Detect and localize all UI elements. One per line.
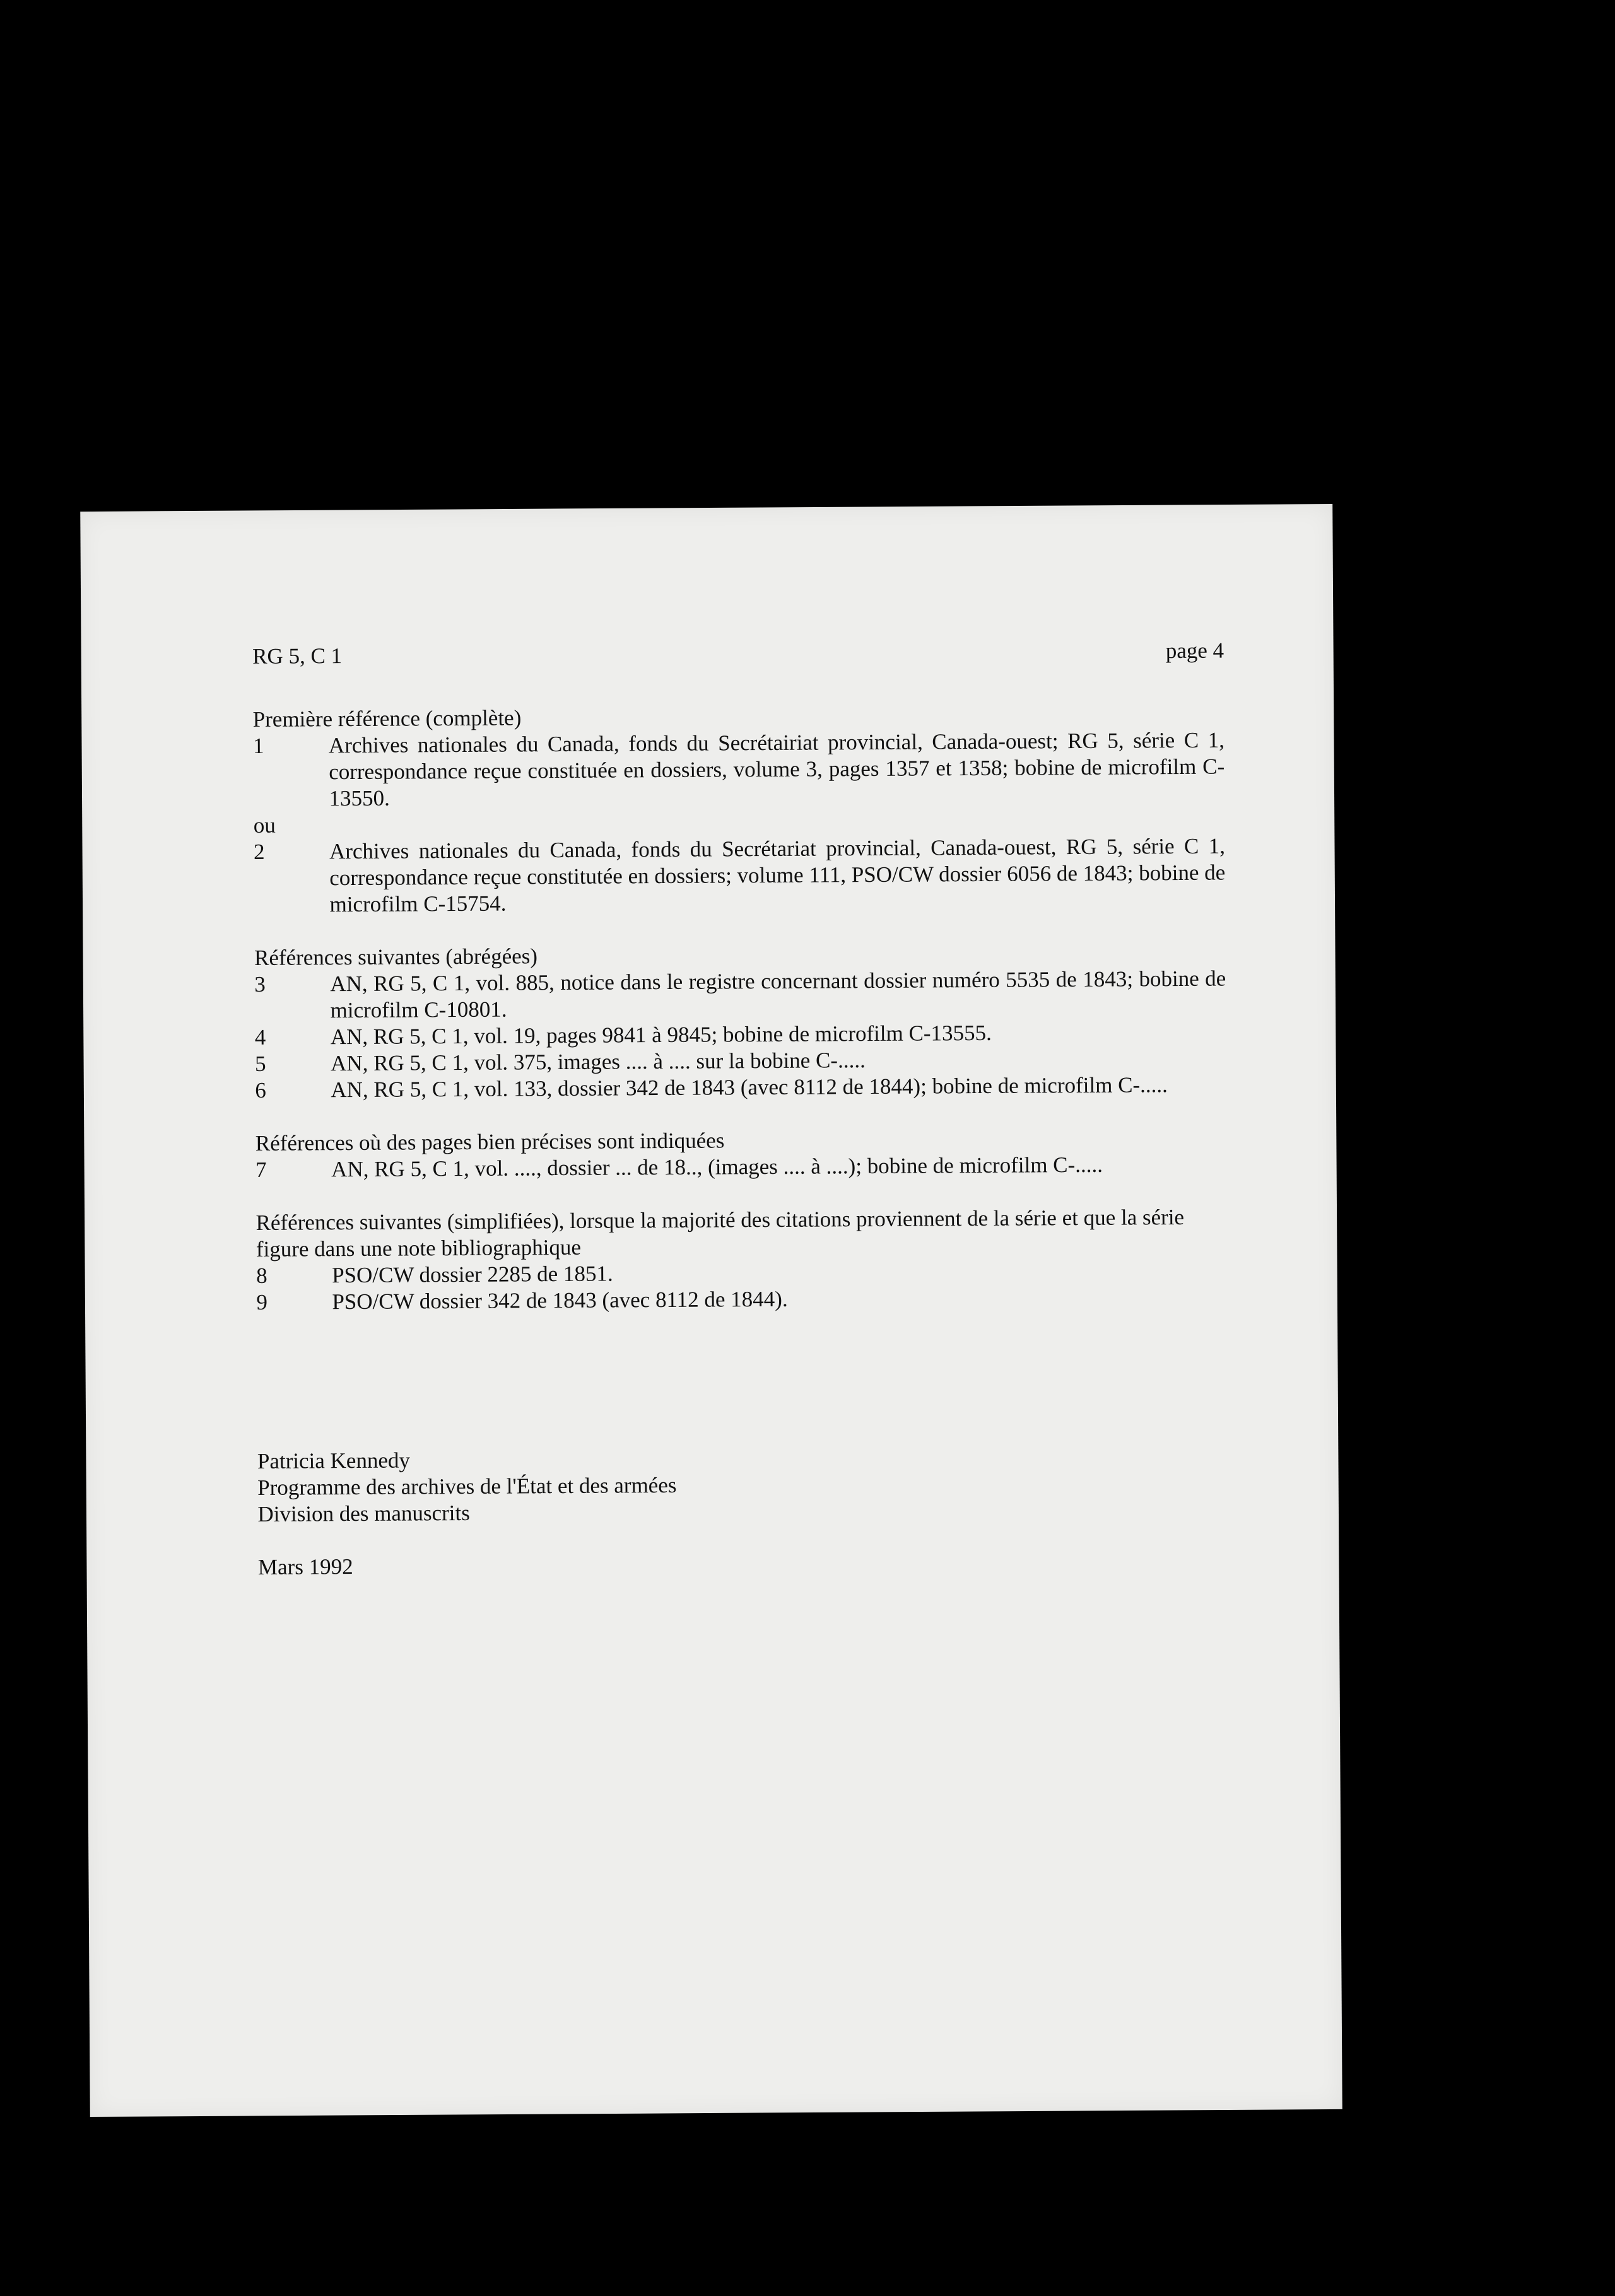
reference-number: 3 xyxy=(254,971,266,997)
reference-number: 4 xyxy=(254,1024,266,1050)
author-division: Division des manuscrits xyxy=(257,1500,470,1526)
reference-text: Archives nationales du Canada, fonds du Secrétairiat provincial, Canada-ouest; RG 5, série C 1, correspondance reçue constituée en dossiers, volume 3, pages 1357 et 1358; bobine de microfilm C-13550. xyxy=(328,727,1225,811)
section-heading-following-references: Références suivantes (abrégées) xyxy=(254,944,538,970)
author-name: Patricia Kennedy xyxy=(257,1448,411,1473)
document-body xyxy=(252,638,1230,1581)
reference-number: 6 xyxy=(255,1077,266,1103)
reference-text: AN, RG 5, C 1, vol. 19, pages 9841 à 9845; bobine de microfilm C-13555. xyxy=(330,1020,992,1050)
document-date: Mars 1992 xyxy=(257,1554,353,1579)
reference-text: PSO/CW dossier 2285 de 1851. xyxy=(332,1261,613,1288)
section-heading-first-reference: Première référence (complète) xyxy=(252,705,522,732)
reference-number: 9 xyxy=(256,1289,267,1315)
reference-number: 2 xyxy=(253,839,265,864)
series-reference: RG 5, C 1 xyxy=(252,643,343,669)
reference-text: AN, RG 5, C 1, vol. 375, images .... à .... sur la bobine C-..... xyxy=(330,1048,866,1076)
reference-text: AN, RG 5, C 1, vol. 885, notice dans le registre concernant dossier numéro 5535 de 1843; bobine de microfilm C-10801. xyxy=(330,966,1226,1023)
reference-text: PSO/CW dossier 342 de 1843 (avec 8112 de 1844). xyxy=(332,1286,788,1315)
author-program: Programme des archives de l'État et des armées xyxy=(257,1472,677,1500)
reference-number: 8 xyxy=(256,1263,267,1288)
page-number: page 4 xyxy=(1165,638,1224,664)
section-heading-precise-pages: Références où des pages bien précises sont indiquées xyxy=(255,1128,725,1156)
reference-text: AN, RG 5, C 1, vol. 133, dossier 342 de 1843 (avec 8112 de 1844); bobine de microfilm C-..... xyxy=(331,1072,1168,1103)
reference-number: 7 xyxy=(255,1157,267,1182)
reference-item xyxy=(254,966,1226,1024)
page-header xyxy=(252,638,1224,670)
reference-item xyxy=(254,833,1226,918)
alternative-separator: ou xyxy=(253,812,276,838)
reference-number: 5 xyxy=(254,1051,266,1076)
reference-text: AN, RG 5, C 1, vol. ...., dossier ... de 18.., (images .... à ....); bobine de microfilm C-..... xyxy=(331,1152,1103,1182)
section-heading-simplified-references: Références suivantes (simplifiées), lorsque la majorité des citations proviennent de la série et que la série figure dans une note bibliographique xyxy=(255,1204,1185,1262)
reference-text: Archives nationales du Canada, fonds du Secrétariat provincial, Canada-ouest, RG 5, série C 1, correspondance reçue constitutée en dossiers; volume 111, PSO/CW dossier 6056 de 1843; bobine de microfilm C-15754. xyxy=(329,833,1226,917)
reference-item xyxy=(253,727,1225,812)
reference-number: 1 xyxy=(252,733,264,758)
